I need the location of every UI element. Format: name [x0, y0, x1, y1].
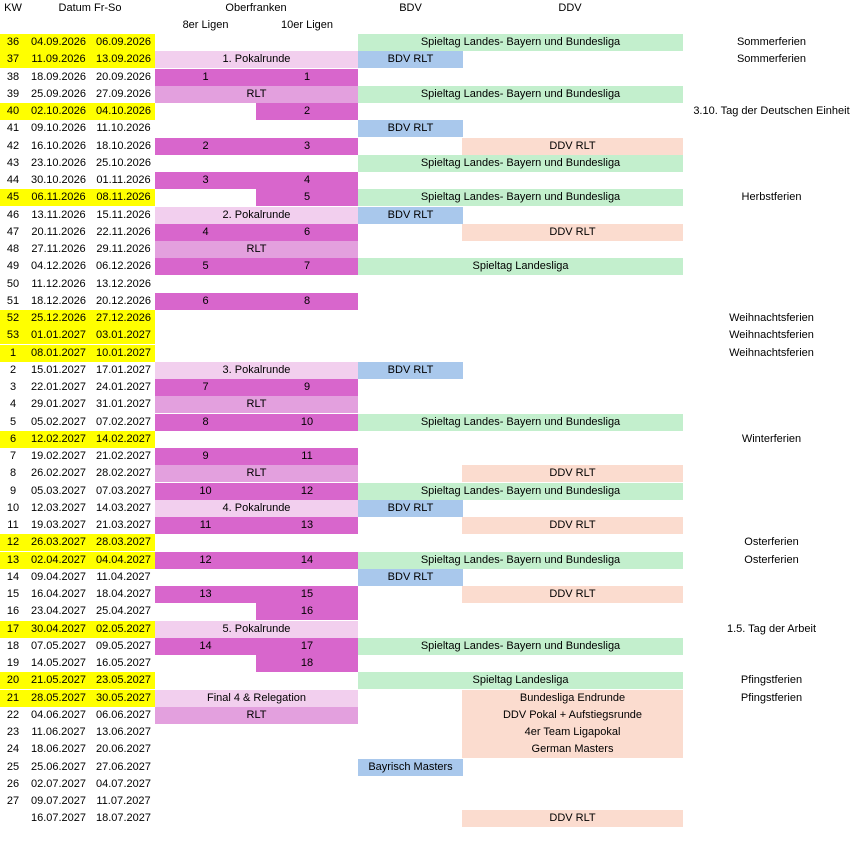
date-from-cell: 26.03.2027: [26, 534, 89, 551]
league10-cell: 16: [256, 603, 358, 620]
kw-cell: 10: [6, 502, 20, 514]
remark-cell: Winterferien: [741, 433, 802, 445]
date-to-cell: 07.03.2027: [95, 485, 152, 497]
kw-cell: 47: [6, 226, 20, 238]
league8-cell: 13: [155, 586, 256, 603]
kw-cell: 2: [9, 364, 17, 376]
kw-cell: 27: [6, 795, 20, 807]
kw-cell: 9: [9, 485, 17, 497]
date-to-cell: 17.01.2027: [95, 364, 152, 376]
date-from-cell: 09.10.2026: [30, 122, 87, 134]
remark-cell: Weihnachtsferien: [729, 347, 814, 359]
remark-cell: Sommerferien: [736, 53, 807, 65]
date-from-cell: 11.12.2026: [31, 278, 86, 290]
league8-cell: 2: [155, 138, 256, 155]
league8-cell: 5: [155, 258, 256, 275]
date-to-cell: 08.11.2026: [89, 189, 155, 206]
date-from-cell: 13.11.2026: [31, 209, 86, 221]
date-to-cell: 28.02.2027: [95, 467, 152, 479]
date-to-cell: 06.06.2027: [95, 709, 152, 721]
kw-cell: 11: [7, 519, 19, 531]
league8-cell: 11: [155, 517, 256, 534]
ddv-event-cell: DDV RLT: [462, 138, 683, 155]
date-to-cell: 11.07.2027: [96, 795, 151, 807]
spieltag-cell: Spieltag Landes- Bayern und Bundesliga: [358, 414, 683, 431]
remark-cell: 1.5. Tag der Arbeit: [726, 623, 817, 635]
league10-cell: 12: [256, 483, 358, 500]
date-to-cell: 04.07.2027: [95, 778, 152, 790]
kw-cell: 50: [6, 278, 20, 290]
oberfranken-event-cell: RLT: [155, 86, 358, 103]
bdv-event-cell: BDV RLT: [358, 569, 463, 586]
date-from-cell: 20.11.2026: [31, 226, 86, 238]
date-from-cell: 23.04.2027: [30, 605, 87, 617]
league10-cell: 4: [256, 172, 358, 189]
spieltag-cell: Spieltag Landes- Bayern und Bundesliga: [358, 155, 683, 172]
ddv-event-cell: DDV RLT: [462, 586, 683, 603]
ligen8-header: 8er Ligen: [182, 19, 229, 31]
bdv-event-cell: Bayrisch Masters: [358, 759, 463, 776]
kw-cell: 52: [0, 310, 26, 327]
league10-cell: 5: [256, 189, 358, 206]
date-to-cell: 06.09.2026: [89, 34, 155, 51]
spieltag-cell: Spieltag Landes- Bayern und Bundesliga: [358, 86, 683, 103]
league10-cell: 15: [256, 586, 358, 603]
date-from-cell: 14.05.2027: [30, 657, 87, 669]
league10-cell: 18: [256, 655, 358, 672]
date-from-cell: 18.12.2026: [30, 295, 87, 307]
kw-cell: 46: [6, 209, 20, 221]
kw-cell: 45: [0, 189, 26, 206]
kw-cell: 4: [9, 398, 17, 410]
date-from-cell: 19.03.2027: [30, 519, 87, 531]
kw-cell: 1: [0, 345, 26, 362]
date-from-cell: 08.01.2027: [26, 345, 89, 362]
date-to-cell: 22.11.2026: [96, 226, 151, 238]
date-to-cell: 28.03.2027: [89, 534, 155, 551]
date-from-cell: 25.09.2026: [30, 88, 87, 100]
date-from-cell: 27.11.2026: [31, 243, 86, 255]
date-to-cell: 20.12.2026: [95, 295, 152, 307]
kw-cell: 38: [6, 71, 20, 83]
bdv-event-cell: BDV RLT: [358, 207, 463, 224]
ddv-event-cell: DDV RLT: [462, 465, 683, 482]
bdv-event-cell: BDV RLT: [358, 500, 463, 517]
oberfranken-event-cell: 5. Pokalrunde: [155, 621, 358, 638]
kw-cell: 3: [9, 381, 17, 393]
league8-cell: 4: [155, 224, 256, 241]
ligen10-header: 10er Ligen: [281, 19, 333, 31]
date-from-cell: 02.04.2027: [26, 552, 89, 569]
oberfranken-event-cell: RLT: [155, 241, 358, 258]
remark-cell: 3.10. Tag der Deutschen Einheit: [693, 105, 850, 117]
date-from-cell: 25.12.2026: [26, 310, 89, 327]
date-to-cell: 13.09.2026: [89, 51, 155, 68]
oberfranken-event-cell: RLT: [155, 465, 358, 482]
kw-cell: 8: [9, 467, 17, 479]
spieltag-cell: Spieltag Landes- Bayern und Bundesliga: [358, 552, 683, 569]
kw-cell: 15: [6, 588, 20, 600]
date-from-cell: 16.04.2027: [30, 588, 87, 600]
kw-cell: 26: [6, 778, 20, 790]
date-to-cell: 01.11.2026: [96, 174, 151, 186]
league8-cell: 7: [155, 379, 256, 396]
date-to-cell: 18.10.2026: [95, 140, 152, 152]
date-from-cell: 07.05.2027: [30, 640, 87, 652]
kw-cell: 41: [6, 122, 20, 134]
date-to-cell: 16.05.2027: [95, 657, 152, 669]
oberfranken-event-cell: Final 4 & Relegation: [155, 690, 358, 707]
remark-cell: Weihnachtsferien: [729, 312, 814, 324]
date-to-cell: 21.03.2027: [95, 519, 152, 531]
date-to-cell: 04.10.2026: [89, 103, 155, 120]
date-from-cell: 28.05.2027: [26, 690, 89, 707]
spieltag-cell: Spieltag Landesliga: [358, 672, 683, 689]
league10-cell: 13: [256, 517, 358, 534]
oberfranken-event-cell: 1. Pokalrunde: [155, 51, 358, 68]
kw-cell: 36: [0, 34, 26, 51]
date-from-cell: 22.01.2027: [30, 381, 87, 393]
ddv-event-cell: DDV RLT: [462, 224, 683, 241]
ddv-event-cell: DDV Pokal + Aufstiegsrunde: [462, 707, 683, 724]
spieltag-cell: Spieltag Landesliga: [358, 258, 683, 275]
kw-cell: 17: [0, 621, 26, 638]
date-from-cell: 30.10.2026: [30, 174, 87, 186]
kw-cell: 51: [6, 295, 20, 307]
spieltag-cell: Spieltag Landes- Bayern und Bundesliga: [358, 483, 683, 500]
date-to-cell: 07.02.2027: [95, 416, 152, 428]
league10-cell: 8: [256, 293, 358, 310]
date-to-cell: 25.04.2027: [95, 605, 152, 617]
league10-cell: 7: [256, 258, 358, 275]
oberfranken-event-cell: 4. Pokalrunde: [155, 500, 358, 517]
league8-cell: 3: [155, 172, 256, 189]
oberfranken-header: Oberfranken: [225, 2, 287, 14]
ddv-event-cell: DDV RLT: [462, 810, 683, 827]
date-from-cell: 21.05.2027: [26, 672, 89, 689]
date-to-cell: 02.05.2027: [89, 621, 155, 638]
date-to-cell: 20.06.2027: [95, 743, 152, 755]
date-from-cell: 18.06.2027: [30, 743, 87, 755]
remark-cell: Weihnachtsferien: [729, 329, 814, 341]
date-to-cell: 27.12.2026: [89, 310, 155, 327]
kw-cell: 20: [0, 672, 26, 689]
date-from-cell: 16.07.2027: [30, 812, 87, 824]
kw-cell: 49: [6, 260, 20, 272]
kw-cell: 13: [0, 552, 26, 569]
date-from-cell: 11.09.2026: [26, 51, 89, 68]
kw-cell: 5: [9, 416, 17, 428]
kw-cell: 18: [6, 640, 20, 652]
ddv-event-cell: German Masters: [462, 741, 683, 758]
kw-cell: 23: [6, 726, 20, 738]
kw-cell: 40: [0, 103, 26, 120]
date-from-cell: 12.02.2027: [26, 431, 89, 448]
league10-cell: 14: [256, 552, 358, 569]
ddv-event-cell: 4er Team Ligapokal: [462, 724, 683, 741]
date-from-cell: 04.12.2026: [30, 260, 87, 272]
date-from-cell: 09.04.2027: [30, 571, 87, 583]
date-to-cell: 14.03.2027: [95, 502, 152, 514]
date-from-cell: 29.01.2027: [30, 398, 87, 410]
bdv-header: BDV: [399, 2, 422, 14]
kw-cell: 43: [6, 157, 20, 169]
kw-cell: 19: [6, 657, 20, 669]
ddv-event-cell: DDV RLT: [462, 517, 683, 534]
date-from-cell: 06.11.2026: [26, 189, 89, 206]
league8-cell: 10: [155, 483, 256, 500]
league10-cell: 2: [256, 103, 358, 120]
league8-cell: 9: [155, 448, 256, 465]
date-to-cell: 18.07.2027: [95, 812, 152, 824]
league10-cell: 6: [256, 224, 358, 241]
league8-cell: 14: [155, 638, 256, 655]
date-from-cell: 19.02.2027: [30, 450, 87, 462]
oberfranken-event-cell: 3. Pokalrunde: [155, 362, 358, 379]
date-from-cell: 05.03.2027: [30, 485, 87, 497]
date-to-cell: 11.10.2026: [96, 122, 151, 134]
remark-cell: Osterferien: [744, 536, 799, 548]
ddv-event-cell: Bundesliga Endrunde: [462, 690, 683, 707]
bdv-event-cell: BDV RLT: [358, 51, 463, 68]
date-from-cell: 02.10.2026: [26, 103, 89, 120]
ddv-header: DDV: [558, 2, 582, 14]
date-to-cell: 31.01.2027: [95, 398, 152, 410]
date-from-cell: 15.01.2027: [30, 364, 87, 376]
date-from-cell: 01.01.2027: [26, 327, 89, 344]
kw-cell: 22: [6, 709, 20, 721]
date-to-cell: 10.01.2027: [89, 345, 155, 362]
kw-cell: 37: [0, 51, 26, 68]
kw-cell: 39: [6, 88, 20, 100]
league10-cell: 11: [256, 448, 358, 465]
remark-cell: Herbstferien: [741, 191, 802, 203]
date-to-cell: 23.05.2027: [89, 672, 155, 689]
league10-cell: 1: [256, 69, 358, 86]
date-from-cell: 04.06.2027: [30, 709, 87, 721]
league10-cell: 10: [256, 414, 358, 431]
kw-cell: 12: [0, 534, 26, 551]
oberfranken-event-cell: RLT: [155, 396, 358, 413]
date-to-cell: 09.05.2027: [95, 640, 152, 652]
date-to-cell: 11.04.2027: [96, 571, 151, 583]
date-to-cell: 29.11.2026: [96, 243, 151, 255]
date-from-cell: 16.10.2026: [30, 140, 87, 152]
date-to-cell: 21.02.2027: [95, 450, 152, 462]
league8-cell: 1: [155, 69, 256, 86]
kw-cell: 48: [6, 243, 20, 255]
league8-cell: 6: [155, 293, 256, 310]
date-to-cell: 06.12.2026: [95, 260, 152, 272]
league10-cell: 9: [256, 379, 358, 396]
spieltag-cell: Spieltag Landes- Bayern und Bundesliga: [358, 34, 683, 51]
date-to-cell: 27.06.2027: [95, 761, 152, 773]
league10-cell: 17: [256, 638, 358, 655]
kw-cell: 25: [6, 761, 20, 773]
bdv-event-cell: BDV RLT: [358, 362, 463, 379]
date-to-cell: 27.09.2026: [95, 88, 152, 100]
kw-cell: 6: [0, 431, 26, 448]
bdv-event-cell: BDV RLT: [358, 120, 463, 137]
league10-cell: 3: [256, 138, 358, 155]
date-from-cell: 05.02.2027: [30, 416, 87, 428]
date-from-cell: 11.06.2027: [31, 726, 86, 738]
remark-cell: Sommerferien: [736, 36, 807, 48]
date-to-cell: 13.06.2027: [95, 726, 152, 738]
oberfranken-event-cell: RLT: [155, 707, 358, 724]
date-to-cell: 04.04.2027: [89, 552, 155, 569]
date-to-cell: 13.12.2026: [95, 278, 152, 290]
kw-cell: 44: [6, 174, 20, 186]
remark-cell: Pfingstferien: [740, 692, 803, 704]
date-from-cell: 09.07.2027: [30, 795, 87, 807]
date-from-cell: 23.10.2026: [30, 157, 87, 169]
date-from-cell: 25.06.2027: [30, 761, 87, 773]
date-to-cell: 30.05.2027: [89, 690, 155, 707]
date-to-cell: 18.04.2027: [95, 588, 152, 600]
date-from-cell: 04.09.2026: [26, 34, 89, 51]
remark-cell: Osterferien: [744, 554, 799, 566]
date-to-cell: 25.10.2026: [95, 157, 152, 169]
kw-cell: 21: [0, 690, 26, 707]
datum-header: Datum Fr-So: [58, 2, 122, 14]
date-to-cell: 20.09.2026: [95, 71, 152, 83]
kw-cell: 16: [6, 605, 20, 617]
date-from-cell: 12.03.2027: [30, 502, 87, 514]
kw-cell: 53: [0, 327, 26, 344]
kw-cell: [0, 810, 26, 827]
league8-cell: 8: [155, 414, 256, 431]
spieltag-cell: Spieltag Landes- Bayern und Bundesliga: [358, 189, 683, 206]
date-from-cell: 30.04.2027: [26, 621, 89, 638]
kw-cell: 24: [6, 743, 20, 755]
kw-cell: 7: [9, 450, 17, 462]
oberfranken-event-cell: 2. Pokalrunde: [155, 207, 358, 224]
kw-header: KW: [4, 2, 22, 14]
league8-cell: 12: [155, 552, 256, 569]
kw-cell: 14: [6, 571, 20, 583]
date-to-cell: 15.11.2026: [96, 209, 151, 221]
date-from-cell: 26.02.2027: [30, 467, 87, 479]
date-to-cell: 14.02.2027: [89, 431, 155, 448]
remark-cell: Pfingstferien: [740, 674, 803, 686]
date-from-cell: 02.07.2027: [30, 778, 87, 790]
spieltag-cell: Spieltag Landes- Bayern und Bundesliga: [358, 638, 683, 655]
date-from-cell: 18.09.2026: [30, 71, 87, 83]
date-to-cell: 03.01.2027: [89, 327, 155, 344]
kw-cell: 42: [6, 140, 20, 152]
date-to-cell: 24.01.2027: [95, 381, 152, 393]
